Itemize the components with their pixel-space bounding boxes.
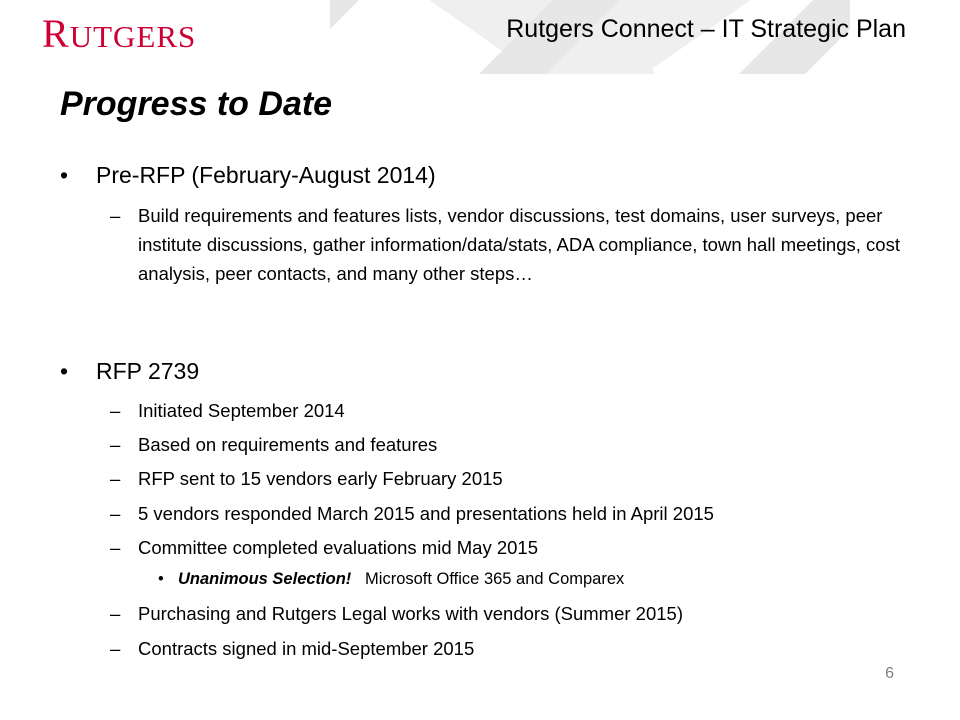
bullet-text: RFP 2739 xyxy=(96,358,200,384)
bullet-text: Pre-RFP (February-August 2014) xyxy=(96,162,436,188)
dash-icon: – xyxy=(110,603,121,624)
sub-bullet-text: Purchasing and Rutgers Legal works with vendors (Summer 2015) xyxy=(138,603,683,624)
sub-bullet-text: Based on requirements and features xyxy=(138,434,438,455)
dash-icon: – xyxy=(110,537,121,558)
sub-bullet-text: Build requirements and features lists, vendor discussions, test domains, user surveys, peer institute discussions, gather information/data/stats, ADA compliance, town hall meetings, cost analysis, peer contacts, and many other steps… xyxy=(138,205,900,284)
dash-icon: – xyxy=(110,400,121,421)
sub-bullet-text: Contracts signed in mid-September 2015 xyxy=(138,638,475,659)
sub-bullet-text: RFP sent to 15 vendors early February 2015 xyxy=(138,468,503,489)
selection-text: Microsoft Office 365 and Comparex xyxy=(365,570,625,588)
dash-icon: – xyxy=(110,503,121,524)
bullet-icon: • xyxy=(60,162,69,188)
sub-bullet-text: Initiated September 2014 xyxy=(138,400,345,421)
bullet-icon: • xyxy=(158,570,164,588)
dash-icon: – xyxy=(110,638,121,659)
page-number: 6 xyxy=(885,665,894,682)
logo-first-letter: R xyxy=(42,11,70,56)
logo-rest-letters: UTGERS xyxy=(69,19,197,54)
sub-bullet-text: Committee completed evaluations mid May 2015 xyxy=(138,537,538,558)
slide-title: Progress to Date xyxy=(60,85,333,123)
sub-bullet-text: 5 vendors responded March 2015 and presentations held in April 2015 xyxy=(138,503,714,524)
bullet-icon: • xyxy=(60,358,69,384)
third-level-text xyxy=(178,570,624,589)
dash-icon: – xyxy=(110,434,121,455)
emphasis-text: Unanimous Selection! xyxy=(178,570,352,588)
plan-title: Rutgers Connect – IT Strategic Plan xyxy=(506,15,906,43)
dash-icon: – xyxy=(110,205,121,226)
dash-icon: – xyxy=(110,468,121,489)
